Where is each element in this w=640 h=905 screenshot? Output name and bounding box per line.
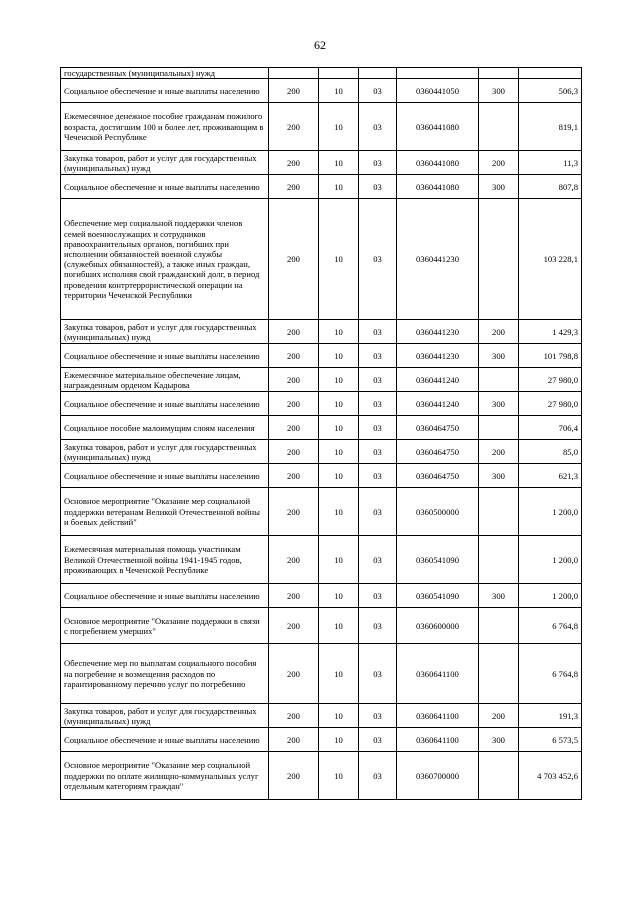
cell-amount: 6 764,8 xyxy=(519,644,582,704)
cell-section: 10 xyxy=(319,440,359,464)
cell-subsection: 03 xyxy=(359,103,397,151)
cell-admin-code: 200 xyxy=(269,79,319,103)
cell-target-article: 0360441080 xyxy=(397,175,479,199)
cell-target-article: 0360700000 xyxy=(397,752,479,800)
cell-section: 10 xyxy=(319,175,359,199)
table-row xyxy=(61,488,582,536)
cell-subsection: 03 xyxy=(359,584,397,608)
cell-expense-type: 300 xyxy=(479,728,519,752)
cell-subsection: 03 xyxy=(359,644,397,704)
cell-target-article: 0360441230 xyxy=(397,199,479,320)
cell-name: Основное мероприятие "Оказание мер социальной поддержки по оплате жилищно-коммунальных услуг отдельным категориям граждан" xyxy=(61,752,269,800)
cell-target-article: 0360441080 xyxy=(397,151,479,175)
cell-name: Социальное обеспечение и иные выплаты населению xyxy=(61,392,269,416)
cell-section: 10 xyxy=(319,728,359,752)
table-row xyxy=(61,440,582,464)
cell-name: Социальное обеспечение и иные выплаты населению xyxy=(61,728,269,752)
cell-expense-type xyxy=(479,488,519,536)
cell-target-article: 0360641100 xyxy=(397,728,479,752)
table-row xyxy=(61,199,582,320)
cell-admin-code: 200 xyxy=(269,608,319,644)
cell-section: 10 xyxy=(319,488,359,536)
cell-name: Социальное обеспечение и иные выплаты населению xyxy=(61,79,269,103)
cell-target-article: 0360641100 xyxy=(397,704,479,728)
cell-subsection: 03 xyxy=(359,704,397,728)
table-row xyxy=(61,608,582,644)
cell-section: 10 xyxy=(319,320,359,344)
cell-name: Ежемесячное денежное пособие гражданам пожилого возраста, достигшим 100 и более лет, проживающим в Чеченской Республике xyxy=(61,103,269,151)
cell-subsection: 03 xyxy=(359,368,397,392)
table-row xyxy=(61,464,582,488)
cell-expense-type xyxy=(479,103,519,151)
cell-expense-type: 200 xyxy=(479,704,519,728)
table-row xyxy=(61,175,582,199)
cell-name: Социальное пособие малоимущим слоям населения xyxy=(61,416,269,440)
table-row xyxy=(61,103,582,151)
cell-name: Закупка товаров, работ и услуг для государственных (муниципальных) нужд xyxy=(61,704,269,728)
cell-expense-type xyxy=(479,199,519,320)
cell-name: Социальное обеспечение и иные выплаты населению xyxy=(61,584,269,608)
cell-expense-type: 300 xyxy=(479,175,519,199)
cell-amount: 819,1 xyxy=(519,103,582,151)
cell-admin-code: 200 xyxy=(269,392,319,416)
table-row xyxy=(61,68,582,79)
cell-section: 10 xyxy=(319,416,359,440)
cell-admin-code: 200 xyxy=(269,704,319,728)
cell-admin-code: 200 xyxy=(269,728,319,752)
cell-amount: 706,4 xyxy=(519,416,582,440)
cell-expense-type xyxy=(479,368,519,392)
cell-name: Обеспечение мер по выплатам социального пособия на погребение и возмещения расходов по гарантированному перечню услуг по погребению xyxy=(61,644,269,704)
cell-amount: 191,3 xyxy=(519,704,582,728)
cell-section: 10 xyxy=(319,584,359,608)
cell-section: 10 xyxy=(319,752,359,800)
cell-name: Социальное обеспечение и иные выплаты населению xyxy=(61,344,269,368)
cell-subsection: 03 xyxy=(359,416,397,440)
cell-subsection: 03 xyxy=(359,464,397,488)
table-row xyxy=(61,151,582,175)
cell-amount: 27 980,0 xyxy=(519,392,582,416)
cell-expense-type xyxy=(479,416,519,440)
table-row xyxy=(61,752,582,800)
cell-amount: 6 764,8 xyxy=(519,608,582,644)
cell-section: 10 xyxy=(319,464,359,488)
cell-amount: 101 798,8 xyxy=(519,344,582,368)
cell-target-article: 0360641100 xyxy=(397,644,479,704)
cell-section xyxy=(319,68,359,79)
cell-subsection: 03 xyxy=(359,440,397,464)
cell-subsection: 03 xyxy=(359,488,397,536)
cell-name: Ежемесячное материальное обеспечение лицам, награжденным орденом Кадырова xyxy=(61,368,269,392)
cell-expense-type: 200 xyxy=(479,440,519,464)
page-number: 62 xyxy=(314,38,326,52)
table-row xyxy=(61,368,582,392)
cell-subsection: 03 xyxy=(359,151,397,175)
cell-target-article: 0360441050 xyxy=(397,79,479,103)
cell-admin-code: 200 xyxy=(269,488,319,536)
cell-name: Социальное обеспечение и иные выплаты населению xyxy=(61,464,269,488)
cell-admin-code: 200 xyxy=(269,344,319,368)
cell-amount: 103 228,1 xyxy=(519,199,582,320)
cell-amount: 1 200,0 xyxy=(519,584,582,608)
cell-amount: 1 200,0 xyxy=(519,536,582,584)
cell-admin-code: 200 xyxy=(269,416,319,440)
budget-table-body xyxy=(61,68,582,800)
cell-amount: 506,3 xyxy=(519,79,582,103)
cell-subsection xyxy=(359,68,397,79)
cell-admin-code: 200 xyxy=(269,151,319,175)
cell-section: 10 xyxy=(319,644,359,704)
cell-name: Основное мероприятие "Оказание поддержки в связи с погребением умерших" xyxy=(61,608,269,644)
cell-name: Социальное обеспечение и иные выплаты населению xyxy=(61,175,269,199)
cell-subsection: 03 xyxy=(359,728,397,752)
cell-amount: 6 573,5 xyxy=(519,728,582,752)
cell-amount xyxy=(519,68,582,79)
cell-admin-code: 200 xyxy=(269,440,319,464)
cell-target-article: 0360464750 xyxy=(397,440,479,464)
cell-target-article: 0360541090 xyxy=(397,584,479,608)
cell-expense-type: 300 xyxy=(479,392,519,416)
cell-name: государственных (муниципальных) нужд xyxy=(61,68,269,79)
cell-expense-type: 300 xyxy=(479,584,519,608)
cell-subsection: 03 xyxy=(359,608,397,644)
budget-table xyxy=(60,67,582,800)
cell-expense-type xyxy=(479,536,519,584)
cell-target-article: 0360464750 xyxy=(397,416,479,440)
cell-section: 10 xyxy=(319,103,359,151)
table-row xyxy=(61,728,582,752)
cell-target-article: 0360464750 xyxy=(397,464,479,488)
cell-amount: 807,8 xyxy=(519,175,582,199)
cell-admin-code: 200 xyxy=(269,464,319,488)
cell-section: 10 xyxy=(319,536,359,584)
cell-name: Основное мероприятие "Оказание мер социальной поддержки ветеранам Великой Отечественной войны и боевых действий" xyxy=(61,488,269,536)
cell-expense-type: 300 xyxy=(479,344,519,368)
cell-subsection: 03 xyxy=(359,392,397,416)
cell-name: Обеспечение мер социальной поддержки членов семей военнослужащих и сотрудников правоохранительных органов, погибших при исполнении обязанностей военной службы (служебных обязанностей), а также иных граждан, погибших исполняя свой гражданский долг, в период проведения контртеррористической операции на территории Чеченской Республики xyxy=(61,199,269,320)
cell-target-article: 0360500000 xyxy=(397,488,479,536)
cell-expense-type: 300 xyxy=(479,464,519,488)
table-row xyxy=(61,392,582,416)
table-row xyxy=(61,320,582,344)
cell-amount: 1 429,3 xyxy=(519,320,582,344)
cell-amount: 4 703 452,6 xyxy=(519,752,582,800)
cell-target-article: 0360441240 xyxy=(397,368,479,392)
cell-target-article: 0360441240 xyxy=(397,392,479,416)
cell-admin-code: 200 xyxy=(269,175,319,199)
cell-expense-type: 200 xyxy=(479,151,519,175)
cell-subsection: 03 xyxy=(359,344,397,368)
cell-section: 10 xyxy=(319,344,359,368)
cell-subsection: 03 xyxy=(359,175,397,199)
table-row xyxy=(61,416,582,440)
table-row xyxy=(61,536,582,584)
cell-expense-type xyxy=(479,68,519,79)
cell-expense-type xyxy=(479,644,519,704)
table-row xyxy=(61,704,582,728)
cell-admin-code: 200 xyxy=(269,584,319,608)
table-row xyxy=(61,344,582,368)
cell-admin-code: 200 xyxy=(269,536,319,584)
cell-expense-type xyxy=(479,608,519,644)
cell-expense-type xyxy=(479,752,519,800)
cell-name: Закупка товаров, работ и услуг для государственных (муниципальных) нужд xyxy=(61,151,269,175)
cell-section: 10 xyxy=(319,199,359,320)
cell-admin-code xyxy=(269,68,319,79)
cell-target-article: 0360441230 xyxy=(397,344,479,368)
cell-admin-code: 200 xyxy=(269,320,319,344)
table-row xyxy=(61,584,582,608)
cell-subsection: 03 xyxy=(359,752,397,800)
cell-admin-code: 200 xyxy=(269,368,319,392)
cell-target-article: 0360600000 xyxy=(397,608,479,644)
cell-target-article: 0360541090 xyxy=(397,536,479,584)
cell-subsection: 03 xyxy=(359,536,397,584)
cell-expense-type: 200 xyxy=(479,320,519,344)
cell-expense-type: 300 xyxy=(479,79,519,103)
cell-admin-code: 200 xyxy=(269,752,319,800)
cell-section: 10 xyxy=(319,704,359,728)
cell-target-article: 0360441230 xyxy=(397,320,479,344)
cell-subsection: 03 xyxy=(359,79,397,103)
cell-section: 10 xyxy=(319,608,359,644)
cell-admin-code: 200 xyxy=(269,199,319,320)
cell-admin-code: 200 xyxy=(269,644,319,704)
cell-section: 10 xyxy=(319,79,359,103)
cell-amount: 11,3 xyxy=(519,151,582,175)
cell-amount: 1 200,0 xyxy=(519,488,582,536)
cell-amount: 621,3 xyxy=(519,464,582,488)
cell-section: 10 xyxy=(319,368,359,392)
cell-name: Закупка товаров, работ и услуг для государственных (муниципальных) нужд xyxy=(61,440,269,464)
cell-subsection: 03 xyxy=(359,199,397,320)
cell-amount: 85,0 xyxy=(519,440,582,464)
cell-name: Закупка товаров, работ и услуг для государственных (муниципальных) нужд xyxy=(61,320,269,344)
table-row xyxy=(61,79,582,103)
cell-target-article: 0360441080 xyxy=(397,103,479,151)
cell-section: 10 xyxy=(319,151,359,175)
cell-admin-code: 200 xyxy=(269,103,319,151)
cell-name: Ежемесячная материальная помощь участникам Великой Отечественной войны 1941-1945 годов, проживающих в Чеченской Республике xyxy=(61,536,269,584)
cell-target-article xyxy=(397,68,479,79)
cell-subsection: 03 xyxy=(359,320,397,344)
cell-section: 10 xyxy=(319,392,359,416)
cell-amount: 27 980,0 xyxy=(519,368,582,392)
table-row xyxy=(61,644,582,704)
